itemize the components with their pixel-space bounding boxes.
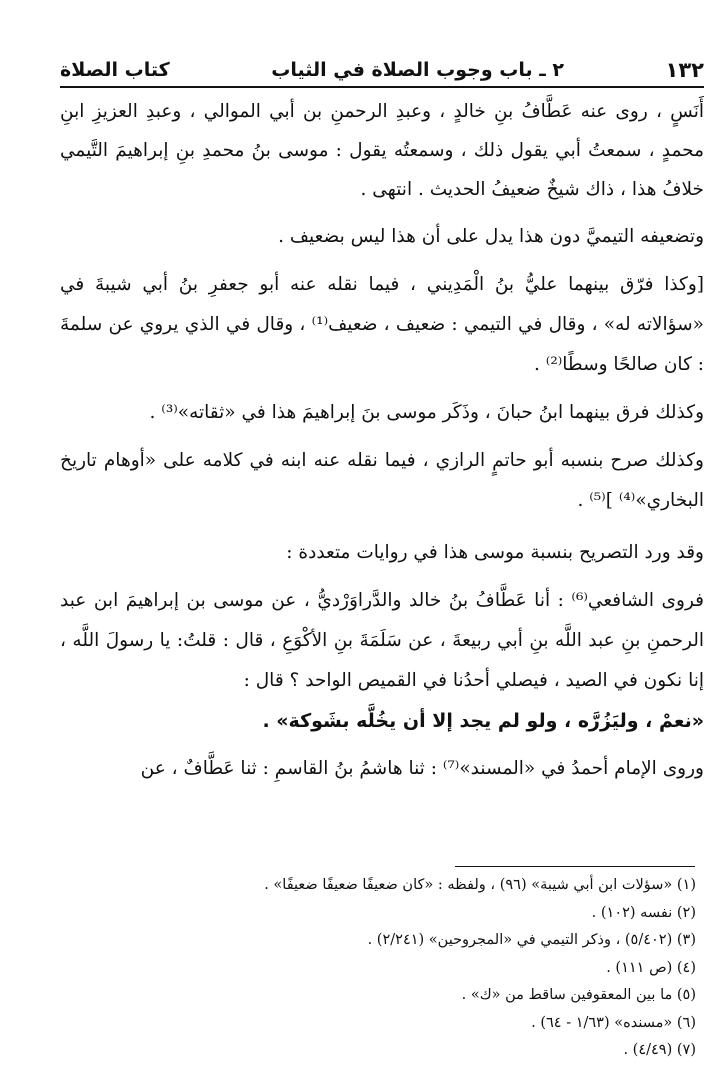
footnote-6: (٦) «مسنده» (١/٦٣ - ٦٤) . <box>531 1014 696 1031</box>
running-header <box>60 56 704 84</box>
footnote-1: (١) «سؤلات ابن أبي شيبة» (٩٦) ، ولفظه : «كان ضعيفًا ضعيفًا ضعيفًا» . <box>264 877 696 893</box>
paragraph-3: [وكذا فرّق بينهما عليُّ بنُ الْمَدِيني ، فيما نقله عنه أبو جعفرِ بنُ أبي شيبةَ في «سؤالاته له» ، وقال في التيمي : ضعيف ، ضعيف⁽¹⁾ ، وقال في الذي يروي عن سلمةَ : كان صالحًا وسطًا⁽²⁾ . <box>60 274 704 375</box>
header-rule <box>60 86 704 88</box>
footnote-2: (٢) نفسه (١٠٢) . <box>591 904 696 921</box>
hadith-quote: «نعمْ ، وليَزُرَّه ، ولو لم يجد إلا أن يخُلَّه بشَوكة» . <box>262 710 704 732</box>
book-title: كتاب الصلاة <box>60 59 170 81</box>
page-number: ١٣٢ <box>665 58 704 82</box>
paragraph-7: فروى الشافعي⁽⁶⁾ : أنا عَطَّافُ بنُ خالد والدَّراوَرْديُّ ، عن موسى بن إبراهيمَ ابن عبد الرحمنِ بنِ عبد اللَّه بنِ أبي ربيعةَ ، عن سَلَمَةَ بنِ الأكْوَعِ ، قال : قلتُ: يا رسولَ اللَّه ، إنا نكون في الصيد ، فيصلي أحدُنا في القميص الواحد ؟ قال : <box>60 590 704 691</box>
paragraph-5: وكذلك صرح بنسبه أبو حاتمٍ الرازي ، فيما نقله عنه ابنه في كلامه على «أوهام تاريخ البخاري»⁽⁴⁾ ]⁽⁵⁾ . <box>60 450 704 511</box>
footnote-5: (٥) ما بين المعقوفين ساقط من «ك» . <box>461 987 696 1003</box>
footnote-7: (٧) (٤/٤٩) . <box>623 1042 696 1058</box>
paragraph-6: وقد ورد التصريح بنسبة موسى هذا في روايات متعددة : <box>286 542 704 563</box>
footnote-4: (٤) (ص ١١١) . <box>606 959 696 976</box>
main-text <box>60 92 704 789</box>
paragraph-8: وروى الإمام أحمدُ في «المسند»⁽⁷⁾ : ثنا هاشمُ بنُ القاسمِ : ثنا عَطَّافٌ ، عن <box>140 758 704 779</box>
footnote-3: (٣) (٥/٤٠٢) ، وذكر التيمي في «المجروحين» (٢/٢٤١) . <box>367 932 696 948</box>
paragraph-2: وتضعيفه التيميَّ دون هذا يدل على أن هذا ليس بضعيف . <box>278 226 704 247</box>
paragraph-4: وكذلك فرق بينهما ابنُ حبانَ ، وذَكَر موسى بنَ إبراهيمَ هذا في «ثقاته»⁽³⁾ . <box>149 402 704 423</box>
footnotes <box>60 872 696 1065</box>
chapter-title: ٢ ـ باب وجوب الصلاة في الثياب <box>271 59 564 81</box>
paragraph-1: أَنَسٍ ، روى عنه عَطَّافُ بنِ خالدٍ ، وعبدِ الرحمنِ بن أبي الموالي ، وعبدِ العزيزِ ابنِ محمدٍ ، سمعتُ أبي يقول ذلك ، وسمعتُه يقول : موسى بنُ محمدِ بنِ إبراهيمَ التَّيمي خلافُ هذا ، ذاك شيخٌ ضعيفُ الحديث . انتهى . <box>60 101 704 200</box>
footnote-rule <box>455 866 695 867</box>
